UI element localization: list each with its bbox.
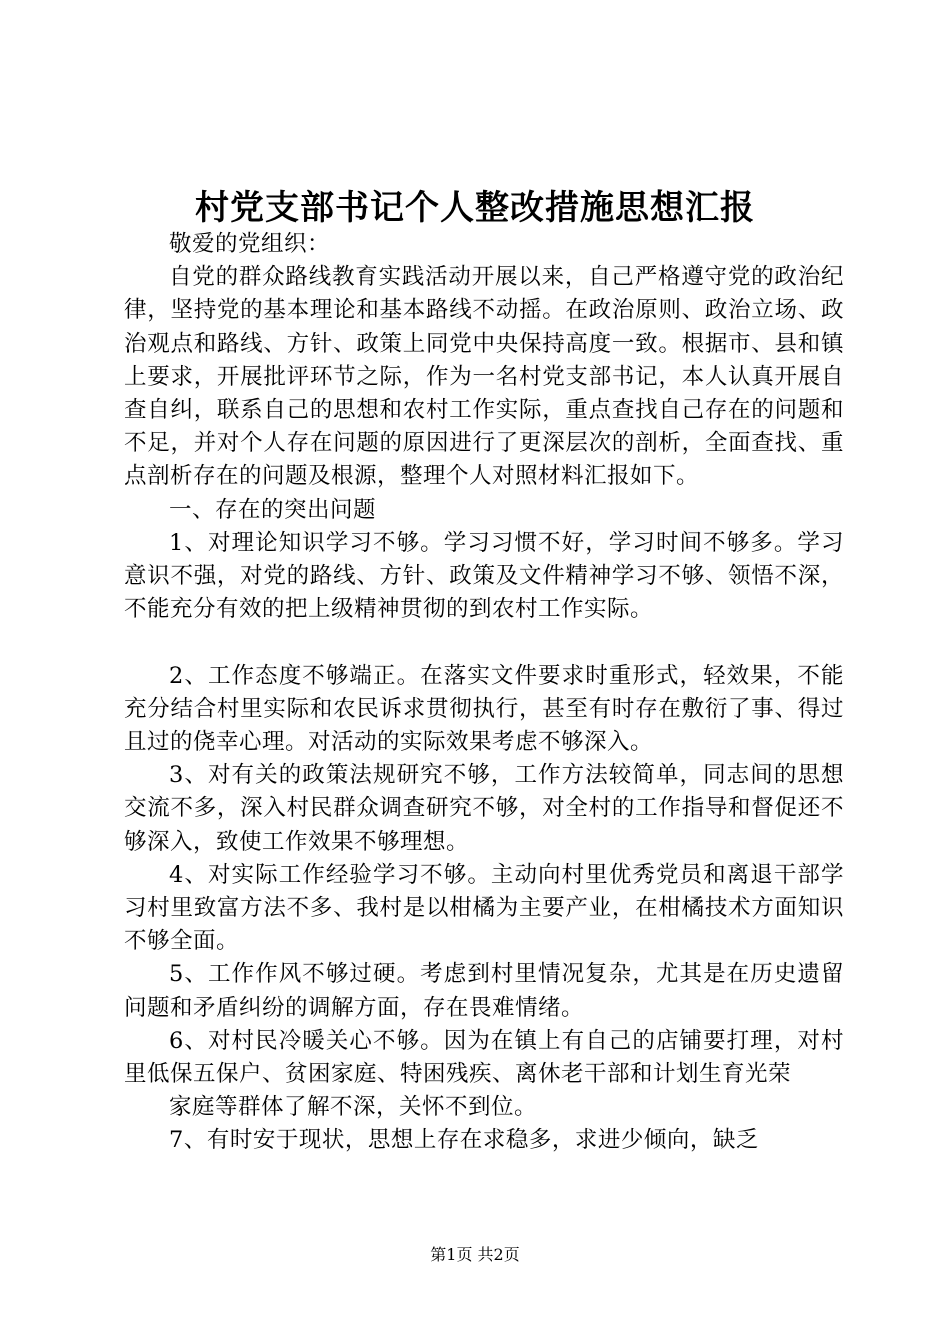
page-number-label: 第1页 共2页 (430, 1245, 520, 1264)
paragraph-item-2: 2、工作态度不够端正。在落实文件要求时重形式，轻效果，不能充分结合村里实际和农民诉求贯彻执行，甚至有时存在敷衍了事、得过且过的侥幸心理。对活动的实际效果考虑不够深入。 (124, 662, 844, 756)
paragraph-item-7: 7、有时安于现状，思想上存在求稳多，求进少倾向，缺乏 (169, 1127, 759, 1154)
page-footer (0, 1243, 950, 1267)
paragraph-item-6-continued: 家庭等群体了解不深，关怀不到位。 (169, 1094, 538, 1121)
paragraph-item-3: 3、对有关的政策法规研究不够，工作方法较简单，同志间的思想交流不多，深入村民群众调查研究不够，对全村的工作指导和督促还不够深入，致使工作效果不够理想。 (124, 762, 844, 855)
document-title: 村党支部书记个人整改措施思想汇报 (195, 188, 755, 228)
salutation: 敬爱的党组织： (169, 231, 331, 257)
document-body (124, 228, 844, 1158)
paragraph-item-4: 4、对实际工作经验学习不够。主动向村里优秀党员和离退干部学习村里致富方法不多、我村是以柑橘为主要产业，在柑橘技术方面知识不够全面。 (124, 861, 844, 955)
paragraph-intro: 自党的群众路线教育实践活动开展以来，自己严格遵守党的政治纪律，坚持党的基本理论和基本路线不动摇。在政治原则、政治立场、政治观点和路线、方针、政策上同党中央保持高度一致。根据市、县和镇上要求，开展批评环节之际，作为一名村党支部书记，本人认真开展自查自纠，联系自己的思想和农村工作实际，重点查找自己存在的问题和不足，并对个人存在问题的原因进行了更深层次的剖析，全面查找、重点剖析存在的问题及根源，整理个人对照材料汇报如下。 (124, 264, 844, 490)
paragraph-item-5: 5、工作作风不够过硬。考虑到村里情况复杂，尤其是在历史遗留问题和矛盾纠纷的调解方面，存在畏难情绪。 (124, 961, 844, 1021)
paragraph-item-1: 1、对理论知识学习不够。学习习惯不好，学习时间不够多。学习意识不强，对党的路线、方针、政策及文件精神学习不够、领悟不深，不能充分有效的把上级精神贯彻的到农村工作实际。 (124, 529, 844, 623)
section-heading: 一、存在的突出问题 (169, 496, 377, 523)
paragraph-item-6: 6、对村民冷暖关心不够。因为在镇上有自己的店铺要打理，对村里低保五保户、贫困家庭、特困残疾、离休老干部和计划生育光荣 (124, 1027, 844, 1088)
